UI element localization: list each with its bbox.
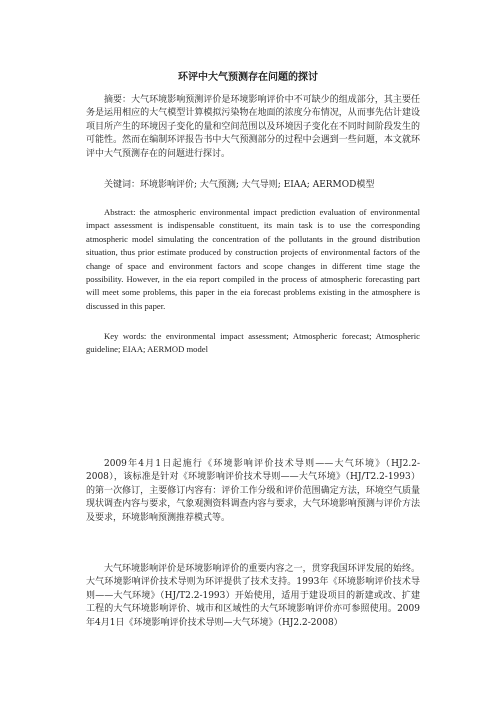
- abstract-en-text: Abstract: the atmospheric environmental impact prediction evaluation of environmental impact assessment is indispensable constituent, its main task is to use the corresponding atmospheric model simulating the concentration of the pollutants in the ground distribution situation, thus prior estimate produced by construction projects of environmental factors of the change of space and environment factors and scope changes in different time stage the possibility. However, in the eia report compiled in the process of atmospheric forecasting part will meet some problems, this paper in the eia forecast problems existing in the atmosphere is discussed in this paper.: [86, 207, 420, 311]
- keywords-cn-text: 关键词：环境影响评价; 大气预测; 大气导则; EIAA; AERMOD模型: [104, 180, 375, 190]
- body-paragraph-1-text: 2009年4月1日起施行《环境影响评价技术导则——大气环境》（HJ2.2-2008），该标准是针对《环境影响评价技术导则——大气环境》（HJ/T2.2-1993）的第一次修订，主要修订内容有：评价工作分级和评价范围确定方法，环境空气质量现状调查内容与要求，气象观测资料调查内容与要求，大气环境影响预测与评价方法及要求，环境影响预测推荐模式等。: [86, 459, 420, 523]
- abstract-cn: [86, 94, 420, 161]
- paper-title: 环评中大气预测存在问题的探讨: [178, 72, 318, 83]
- keywords-en-text: Key words: the environmental impact assessment; Atmospheric forecast; Atmospheric guideline; EIAA; AERMOD model: [86, 331, 420, 355]
- body-paragraph-2-text: 大气环境影响评价是环境影响评价的重要内容之一，贯穿我国环评发展的始终。大气环境影响评价技术导则为环评提供了技术支持。1993年《环境影响评价技术导则——大气环境》（HJ/T2.2-1993）开始使用，适用于建设项目的新建或改、扩建工程的大气环境影响评价、城市和区域性的大气环境影响评价亦可参照使用。2009年4月1日《环境影响评价技术导则—大气环境》（HJ2.2-2008）: [86, 564, 420, 628]
- keywords-en: [86, 330, 420, 357]
- body-paragraph-2: [86, 563, 420, 630]
- abstract-en: [86, 206, 420, 313]
- abstract-cn-text: 摘要：大气环境影响预测评价是环境影响评价中不可缺少的组成部分，其主要任务是运用相应的大气模型计算模拟污染物在地面的浓度分布情况，从而事先估计建设项目所产生的环境因子变化的量和空间范围以及环境因子变化在不同时间阶段发生的可能性。然而在编制环评报告书中大气预测部分的过程中会遇到一些问题，本文就环评中大气预测存在的问题进行探讨。: [86, 95, 420, 159]
- body-paragraph-1: [86, 458, 420, 525]
- keywords-cn: [86, 179, 420, 192]
